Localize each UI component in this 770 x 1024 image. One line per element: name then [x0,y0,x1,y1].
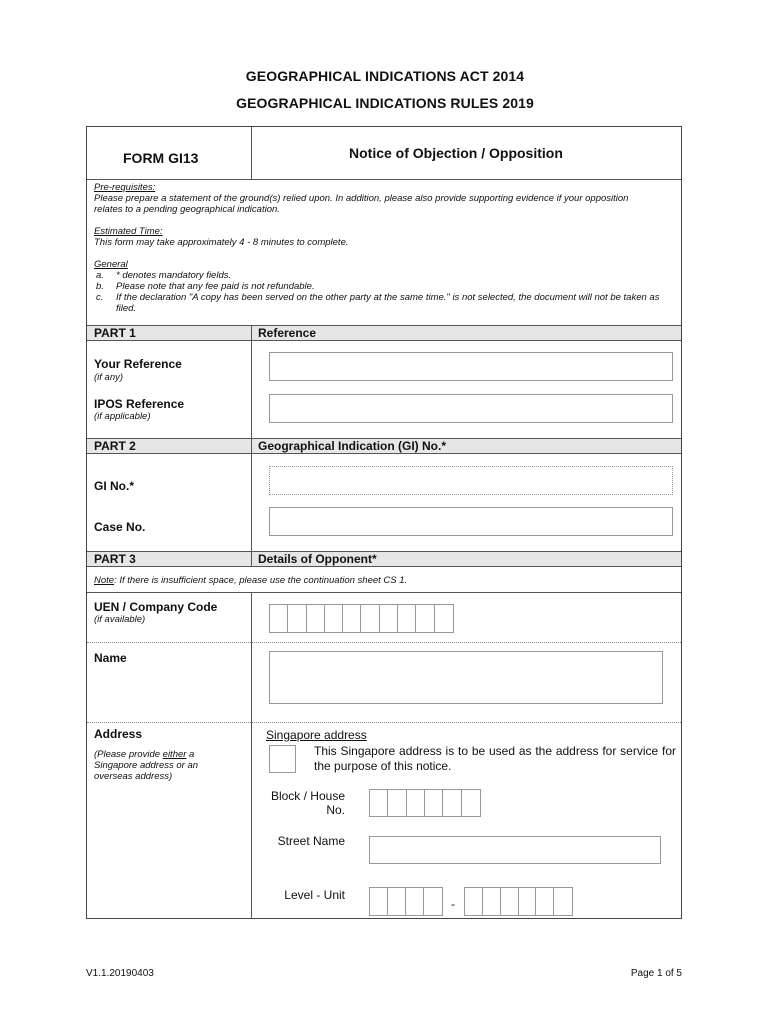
part1-title: Reference [258,326,317,340]
band-divider [251,439,252,453]
level-unit-dash: - [451,897,455,911]
note-text: : If there is insufficient space, please use the continuation sheet CS 1. [114,575,408,586]
row-divider [87,642,681,643]
singapore-address-heading: Singapore address [266,728,367,742]
part1-label: PART 1 [94,326,136,340]
header-divider [251,127,252,179]
sg-service-text: This Singapore address is to be used as the address for service for the purpose of this notice. [314,744,676,773]
note-bottom-rule [87,592,681,593]
block-label-line1: Block / House [270,789,345,803]
uen-label: UEN / Company Code [94,600,218,614]
uen-input[interactable] [269,604,454,633]
name-label: Name [94,651,127,665]
prereq-heading: Pre-requisites: [94,182,156,193]
form-code: FORM GI13 [123,150,199,166]
act-title: GEOGRAPHICAL INDICATIONS ACT 2014 [245,68,525,84]
part2-title: Geographical Indication (GI) No.* [258,439,447,453]
form-container [86,126,682,919]
case-number-input[interactable] [269,507,673,536]
street-name-input[interactable] [369,836,661,864]
your-reference-input[interactable] [269,352,673,381]
block-number-input[interactable] [369,789,481,817]
level-unit-label: Level - Unit [284,888,345,902]
version-label: V1.1.20190403 [86,968,154,979]
your-reference-hint: (if any) [94,372,124,383]
sg-service-checkbox[interactable] [269,745,296,773]
address-label: Address [94,727,143,741]
band-divider [251,326,252,340]
general-item-text: Please note that any fee paid is not refundable. [116,281,315,292]
address-hint-emphasis: either [162,749,187,760]
part2-label: PART 2 [94,439,136,453]
address-hint-pre: (Please provide [94,749,163,760]
ipos-reference-hint: (if applicable) [94,411,151,422]
form-name: Notice of Objection / Opposition [349,145,563,161]
ipos-reference-label: IPOS Reference [94,397,185,411]
part2-column-divider [251,454,252,552]
gi-number-label: GI No.* [94,479,135,493]
general-item-text: If the declaration "A copy has been served on the other party at the same time." is not selected, the document will not be taken as filed. [116,292,660,314]
uen-hint: (if available) [94,614,146,625]
part1-column-divider [251,341,252,439]
gi-number-input[interactable] [269,466,673,495]
header-bottom-rule [87,179,681,180]
address-hint-post: a Singapore address or an overseas address) [94,749,199,782]
case-number-label: Case No. [94,520,146,534]
time-heading: Estimated Time: [94,226,163,237]
general-item-marker: c. [96,292,104,303]
general-item-text: * denotes mandatory fields. [116,270,232,281]
time-text: This form may take approximately 4 - 8 minutes to complete. [94,237,349,248]
note-label: Note [94,575,115,586]
page-number: Page 1 of 5 [630,968,682,979]
rules-title: GEOGRAPHICAL INDICATIONS RULES 2019 [236,95,534,111]
level-input[interactable] [369,887,443,916]
part3-band [87,551,681,567]
general-item-marker: a. [96,270,104,281]
block-label-line2: No. [326,803,345,817]
name-input[interactable] [269,651,663,704]
part3-title: Details of Opponent* [258,552,377,566]
part2-band [87,438,681,454]
unit-input[interactable] [464,887,573,916]
address-hint [94,749,229,782]
block-label [257,789,345,817]
row-divider [87,722,681,723]
general-item-marker: b. [96,281,104,292]
part3-label: PART 3 [94,552,136,566]
prereq-text: Please prepare a statement of the ground(s) relied upon. In addition, please also provide supporting evidence if your opposition relates to a pending geographical indication. [94,193,629,215]
ipos-reference-input[interactable] [269,394,673,423]
street-name-label: Street Name [277,834,345,848]
general-heading: General [94,259,128,270]
part1-band [87,325,681,341]
your-reference-label: Your Reference [94,357,182,371]
band-divider [251,552,252,566]
part3-note [94,575,407,586]
